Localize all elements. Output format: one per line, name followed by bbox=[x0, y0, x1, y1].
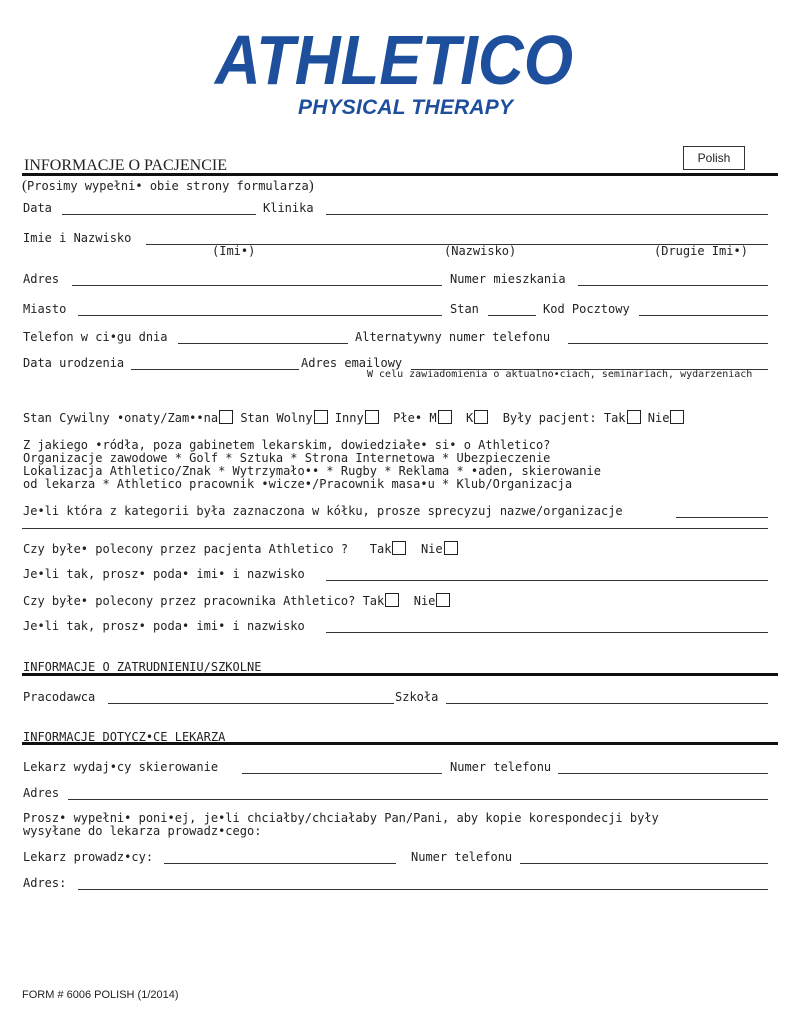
clinic-field[interactable] bbox=[326, 214, 768, 215]
physician-note-1: Prosz• wypełni• poni•ej, je•li chciałby/chciałaby Pan/Pani, aby kopie korespondecji były bbox=[23, 811, 659, 825]
former-no-checkbox[interactable] bbox=[670, 410, 684, 424]
day-phone-label: Telefon w ci•gu dnia bbox=[23, 330, 168, 344]
sex-label: Płe• bbox=[393, 411, 423, 425]
marital-label: Stan Cywilny bbox=[23, 411, 110, 425]
referral-options-1[interactable]: Organizacje zawodowe * Golf * Sztuka * Strona Internetowa * Ubezpieczenie bbox=[23, 451, 551, 465]
alt-phone-field[interactable] bbox=[568, 343, 768, 344]
email-note: W celu zawiadomienia o aktualno•ciach, seminariach, wydarzeniach bbox=[367, 369, 753, 380]
referral-specify-label: Je•li która z kategorii była zaznaczona w kółku, prosze sprecyzuj nazwe/organizacje bbox=[23, 504, 623, 518]
male-checkbox[interactable] bbox=[438, 410, 452, 424]
other-checkbox[interactable] bbox=[365, 410, 379, 424]
referred-patient-name-field[interactable] bbox=[326, 580, 768, 581]
referred-patient-no-label: Nie bbox=[420, 542, 443, 556]
single-checkbox[interactable] bbox=[314, 410, 328, 424]
last-name-hint: (Nazwisko) bbox=[444, 244, 517, 258]
school-label: Szkoła bbox=[395, 690, 439, 704]
treating-phone-field[interactable] bbox=[520, 863, 768, 864]
married-checkbox[interactable] bbox=[219, 410, 233, 424]
treating-phone-label: Numer telefonu bbox=[411, 850, 513, 864]
referred-patient-yes-label: Tak bbox=[369, 542, 392, 556]
treating-address-field[interactable] bbox=[78, 889, 768, 890]
referred-patient-question: Czy byłe• polecony przez pacjenta Athletico ? bbox=[23, 542, 349, 556]
address-field[interactable] bbox=[72, 285, 442, 286]
zip-field[interactable] bbox=[639, 315, 768, 316]
physician-heading: INFORMACJE DOTYCZ•CE LEKARZA bbox=[23, 730, 226, 744]
instruction: (Prosimy wypełni• obie strony formularza) bbox=[22, 178, 314, 194]
marital-row bbox=[23, 410, 684, 425]
date-field[interactable] bbox=[62, 214, 256, 215]
first-name-hint: (Imi•) bbox=[212, 244, 256, 258]
former-yes-checkbox[interactable] bbox=[627, 410, 641, 424]
city-field[interactable] bbox=[78, 315, 442, 316]
employment-heading: INFORMACJE O ZATRUDNIENIU/SZKOLNE bbox=[23, 660, 262, 674]
logo-text: ATHLETICO bbox=[213, 21, 573, 92]
male-label: M bbox=[429, 411, 437, 425]
birth-date-label: Data urodzenia bbox=[23, 356, 125, 370]
referred-patient-yes-checkbox[interactable] bbox=[392, 541, 406, 555]
athletico-logo bbox=[213, 20, 575, 92]
clinic-label: Klinika bbox=[263, 201, 314, 215]
former-patient-label: Były pacjent: bbox=[502, 411, 597, 425]
referred-patient-name-label: Je•li tak, prosz• poda• imi• i nazwisko bbox=[23, 567, 305, 581]
title-rule bbox=[22, 173, 778, 176]
state-field[interactable] bbox=[488, 315, 536, 316]
employer-label: Pracodawca bbox=[23, 690, 96, 704]
referred-employee-no-checkbox[interactable] bbox=[436, 593, 450, 607]
employer-field[interactable] bbox=[108, 703, 394, 704]
other-label: Inny bbox=[334, 411, 364, 425]
form-number: FORM # 6006 POLISH (1/2014) bbox=[22, 989, 179, 1001]
female-label: K bbox=[466, 411, 474, 425]
referring-phone-field[interactable] bbox=[558, 773, 768, 774]
day-phone-field[interactable] bbox=[178, 343, 348, 344]
logo-subtitle: PHYSICAL THERAPY bbox=[298, 96, 514, 119]
referral-specify-field[interactable] bbox=[676, 517, 768, 518]
referred-employee-name-label: Je•li tak, prosz• poda• imi• i nazwisko bbox=[23, 619, 305, 633]
school-field[interactable] bbox=[446, 703, 768, 704]
apartment-field[interactable] bbox=[578, 285, 768, 286]
referred-employee-question: Czy byłe• polecony przez pracownika Athletico? bbox=[23, 594, 356, 608]
name-label: Imie i Nazwisko bbox=[23, 231, 132, 245]
physician-note-2: wysyłane do lekarza prowadz•cego: bbox=[23, 824, 262, 838]
physician-rule bbox=[22, 742, 778, 745]
referral-specify-field-2[interactable] bbox=[22, 528, 768, 529]
address-label: Adres bbox=[23, 272, 60, 286]
referred-employee-yes-label: Tak bbox=[362, 594, 385, 608]
apartment-label: Numer mieszkania bbox=[450, 272, 566, 286]
referred-employee-name-field[interactable] bbox=[326, 632, 768, 633]
physician-address-field[interactable] bbox=[68, 799, 768, 800]
state-label: Stan bbox=[450, 302, 479, 316]
zip-label: Kod Pocztowy bbox=[543, 302, 630, 316]
referred-employee-no-label: Nie bbox=[413, 594, 436, 608]
middle-name-hint: (Drugie Imi•) bbox=[654, 244, 748, 258]
treating-physician-field[interactable] bbox=[164, 863, 396, 864]
former-no-label: Nie bbox=[647, 411, 670, 425]
referring-phone-label: Numer telefonu bbox=[450, 760, 552, 774]
referring-physician-label: Lekarz wydaj•cy skierowanie bbox=[23, 760, 219, 774]
referred-employee-row bbox=[23, 593, 450, 608]
referred-patient-row bbox=[23, 541, 458, 556]
treating-physician-label: Lekarz prowadz•cy: bbox=[23, 850, 154, 864]
birth-date-field[interactable] bbox=[131, 369, 299, 370]
email-label: Adres emailowy bbox=[301, 356, 403, 370]
alt-phone-label: Alternatywny numer telefonu bbox=[355, 330, 551, 344]
city-label: Miasto bbox=[23, 302, 67, 316]
referred-patient-no-checkbox[interactable] bbox=[444, 541, 458, 555]
treating-address-label: Adres: bbox=[23, 876, 67, 890]
single-label: Stan Wolny bbox=[240, 411, 313, 425]
employment-rule bbox=[22, 673, 778, 676]
date-label: Data bbox=[23, 201, 52, 215]
referral-options-2[interactable]: Lokalizacja Athletico/Znak * Wytrzymało•• * Rugby * Reklama * •aden, skierowanie bbox=[23, 464, 601, 478]
former-yes-label: Tak bbox=[603, 411, 626, 425]
referred-employee-yes-checkbox[interactable] bbox=[385, 593, 399, 607]
female-checkbox[interactable] bbox=[474, 410, 488, 424]
married-label: •onaty/Zam••na bbox=[116, 411, 219, 425]
referral-options-3[interactable]: od lekarza * Athletico pracownik •wicze•/Pracownik masa•u * Klub/Organizacja bbox=[23, 477, 573, 491]
referring-physician-field[interactable] bbox=[242, 773, 442, 774]
referral-question: Z jakiego •ródła, poza gabinetem lekarskim, dowiedziałe• si• o Athletico? bbox=[23, 438, 551, 452]
physician-address-label: Adres bbox=[23, 786, 60, 800]
page-title: INFORMACJE O PACJENCIE bbox=[24, 157, 227, 174]
language-label: Polish bbox=[683, 146, 745, 170]
